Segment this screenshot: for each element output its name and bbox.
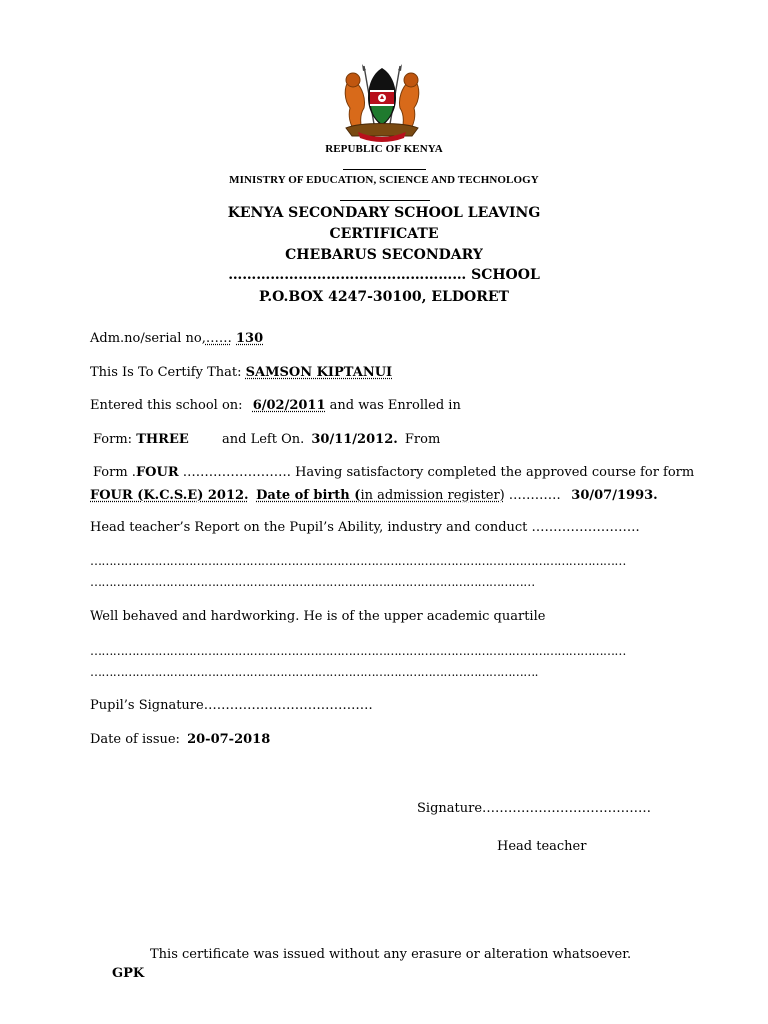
completed-text: Having satisfactory completed the approved course for form bbox=[295, 465, 695, 480]
headteacher-label: Head teacher bbox=[497, 839, 587, 854]
report-dots-line3: …………………………………………………………………………………………………………………………… bbox=[90, 644, 626, 658]
certificate-note: This certificate was issued without any erasure or alteration whatsoever. bbox=[150, 947, 632, 962]
dob-value: 30/07/1993. bbox=[571, 488, 658, 503]
left-date: 30/11/2012. bbox=[311, 432, 398, 447]
form-label: Form: bbox=[93, 432, 133, 447]
ministry-label: MINISTRY OF EDUCATION, SCIENCE AND TECHNOLOGY bbox=[229, 174, 539, 186]
coat-of-arms-emblem bbox=[340, 62, 424, 142]
entered-label: Entered this school on: bbox=[90, 398, 243, 413]
issue-label: Date of issue: bbox=[90, 732, 180, 747]
report-dots-line2: ……………………………………………………………………………………………………… bbox=[90, 575, 535, 589]
report-dots-line4: ………………………………………………………………………………………………………. bbox=[90, 665, 538, 679]
admission-dots: …… bbox=[205, 331, 232, 346]
headteacher-signature: Signature………………………………… bbox=[417, 801, 652, 816]
issue-date: 20-07-2018 bbox=[187, 732, 271, 747]
form-value: THREE bbox=[136, 432, 189, 447]
entered-line bbox=[90, 398, 461, 413]
school-line bbox=[0, 267, 768, 283]
admission-label: Adm.no/serial no, bbox=[90, 331, 206, 346]
report-label: Head teacher’s Report on the Pupil’s Ability, industry and conduct ……………………. bbox=[90, 520, 640, 535]
report-remark: Well behaved and hardworking. He is of the upper academic quartile bbox=[90, 609, 546, 624]
school-name: CHEBARUS SECONDARY bbox=[285, 247, 483, 263]
entered-date: 6/02/2011 bbox=[252, 398, 326, 413]
pupil-signature: Pupil’s Signature………………………………… bbox=[90, 698, 373, 713]
dob-dots: ………… bbox=[508, 488, 561, 503]
issue-line bbox=[90, 732, 270, 747]
school-dots: …………………………………………… bbox=[228, 267, 467, 283]
completed-line bbox=[93, 465, 694, 480]
left-line bbox=[222, 432, 440, 447]
kcse-line bbox=[90, 488, 658, 503]
left-label: and Left On. bbox=[222, 432, 305, 447]
kcse-text: FOUR (K.C.S.E) 2012. bbox=[90, 488, 249, 503]
dob-label: Date of birth ( bbox=[256, 488, 361, 503]
gpk-mark: GPK bbox=[112, 966, 145, 981]
from-label: From bbox=[404, 432, 441, 447]
certify-label: This Is To Certify That: bbox=[90, 365, 242, 380]
form2-value: FOUR bbox=[135, 465, 179, 480]
school-address: P.O.BOX 4247-30100, ELDORET bbox=[259, 289, 509, 305]
report-dots-line1: …………………………………………………………………………………………………………………………… bbox=[90, 554, 626, 568]
certificate-title-line2: CERTIFICATE bbox=[329, 226, 439, 242]
student-name: SAMSON KIPTANUI bbox=[245, 365, 393, 380]
school-word: SCHOOL bbox=[471, 267, 540, 283]
dob-note: in admission register) bbox=[360, 488, 505, 503]
form-line bbox=[93, 432, 189, 447]
certify-line bbox=[90, 365, 392, 380]
enrolled-label: and was Enrolled in bbox=[329, 398, 461, 413]
admission-value: 130 bbox=[236, 331, 264, 346]
admission-number-line bbox=[90, 331, 263, 346]
form2-prefix: Form . bbox=[93, 465, 136, 480]
divider-bottom bbox=[340, 200, 430, 201]
certificate-title-line1: KENYA SECONDARY SCHOOL LEAVING bbox=[227, 205, 541, 221]
republic-label: REPUBLIC OF KENYA bbox=[325, 143, 443, 155]
divider-top bbox=[343, 169, 426, 170]
form2-dots: ……………………. bbox=[178, 465, 291, 480]
